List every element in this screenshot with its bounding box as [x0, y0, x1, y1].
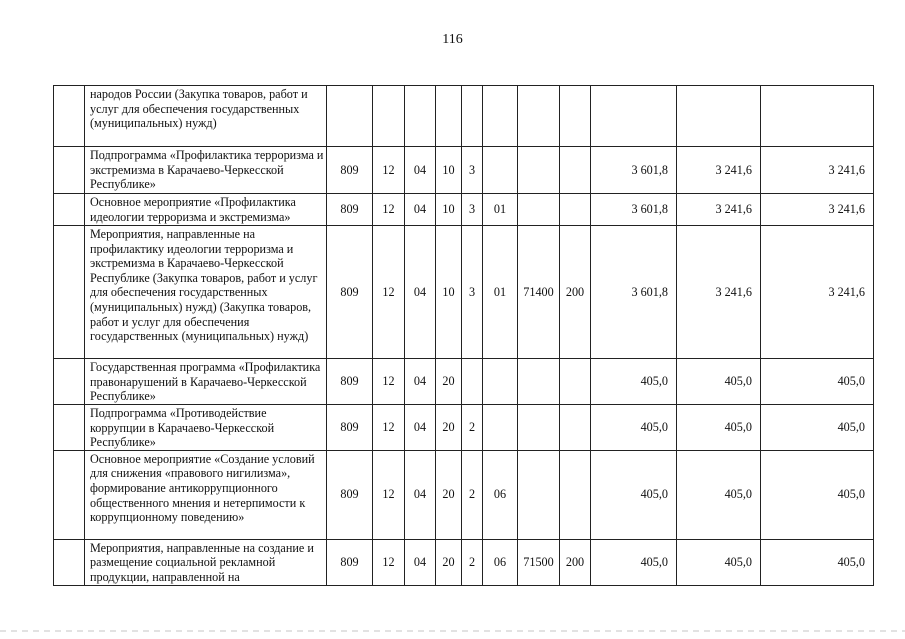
subsection-code-cell: 04 [405, 226, 436, 359]
amount-year2-cell: 3 241,6 [677, 226, 761, 359]
direction-code-cell [518, 147, 560, 194]
amount-year2-cell: 405,0 [677, 405, 761, 451]
direction-code-cell [518, 359, 560, 405]
description-cell: Мероприятия, направленные на создание и размещение социальной рекламной продукции, направленной на [85, 539, 327, 585]
table-row [54, 450, 874, 539]
subprogram-code-cell [462, 359, 483, 405]
amount-year3-cell: 405,0 [761, 359, 874, 405]
row-index-cell [54, 147, 85, 194]
activity-code-cell [483, 405, 518, 451]
amount-year3-cell: 405,0 [761, 539, 874, 585]
subprogram-code-cell: 2 [462, 539, 483, 585]
section-code-cell: 12 [373, 539, 405, 585]
description-cell: Мероприятия, направленные на профилактику идеологии терроризма и экстремизма в Карачаево-Черкесской Республике (Закупка товаров, работ и услуг для обеспечения государственных (муниципальных) нужд) (Закупка товаров, работ и услуг для обеспечения государственных (муниципальных) нужд) [85, 226, 327, 359]
description-cell: Подпрограмма «Профилактика терроризма и экстремизма в Карачаево-Черкесской Республике» [85, 147, 327, 194]
ministry-code-cell: 809 [327, 147, 373, 194]
table-row [54, 194, 874, 226]
subsection-code-cell: 04 [405, 147, 436, 194]
section-code-cell: 12 [373, 359, 405, 405]
direction-code-cell: 71500 [518, 539, 560, 585]
amount-year3-cell: 405,0 [761, 450, 874, 539]
subprogram-code-cell: 3 [462, 147, 483, 194]
amount-year1-cell: 3 601,8 [591, 147, 677, 194]
subprogram-code-cell: 3 [462, 226, 483, 359]
table-row [54, 226, 874, 359]
expense-type-cell [560, 194, 591, 226]
expense-type-cell [560, 86, 591, 147]
description-cell: Основное мероприятие «Создание условий для снижения «правового нигилизма», формирование антикоррупционного общественного мнения и нетерпимости к коррупционному поведению» [85, 450, 327, 539]
expense-type-cell [560, 450, 591, 539]
table-row [54, 86, 874, 147]
ministry-code-cell: 809 [327, 194, 373, 226]
amount-year1-cell: 3 601,8 [591, 226, 677, 359]
page-number: 116 [442, 32, 463, 47]
amount-year2-cell: 405,0 [677, 359, 761, 405]
section-code-cell: 12 [373, 194, 405, 226]
subprogram-code-cell: 3 [462, 194, 483, 226]
amount-year3-cell: 3 241,6 [761, 226, 874, 359]
direction-code-cell [518, 194, 560, 226]
program-code-cell: 20 [436, 405, 462, 451]
description-cell: народов России (Закупка товаров, работ и услуг для обеспечения государственных (муниципальных) нужд) [85, 86, 327, 147]
ministry-code-cell [327, 86, 373, 147]
amount-year1-cell: 3 601,8 [591, 194, 677, 226]
description-cell: Подпрограмма «Противодействие коррупции в Карачаево-Черкесской Республике» [85, 405, 327, 451]
table-row [54, 147, 874, 194]
program-code-cell: 20 [436, 450, 462, 539]
amount-year3-cell: 3 241,6 [761, 194, 874, 226]
amount-year1-cell: 405,0 [591, 405, 677, 451]
subsection-code-cell: 04 [405, 405, 436, 451]
section-code-cell: 12 [373, 226, 405, 359]
amount-year2-cell: 405,0 [677, 539, 761, 585]
ministry-code-cell: 809 [327, 226, 373, 359]
activity-code-cell: 01 [483, 194, 518, 226]
row-index-cell [54, 450, 85, 539]
ministry-code-cell: 809 [327, 359, 373, 405]
activity-code-cell [483, 147, 518, 194]
program-code-cell: 10 [436, 194, 462, 226]
row-index-cell [54, 359, 85, 405]
table-row [54, 359, 874, 405]
activity-code-cell [483, 86, 518, 147]
section-code-cell: 12 [373, 147, 405, 194]
activity-code-cell: 01 [483, 226, 518, 359]
amount-year2-cell: 3 241,6 [677, 147, 761, 194]
amount-year2-cell: 3 241,6 [677, 194, 761, 226]
subprogram-code-cell: 2 [462, 450, 483, 539]
program-code-cell: 20 [436, 539, 462, 585]
subsection-code-cell: 04 [405, 450, 436, 539]
section-code-cell: 12 [373, 450, 405, 539]
amount-year3-cell: 3 241,6 [761, 147, 874, 194]
row-index-cell [54, 194, 85, 226]
section-code-cell [373, 86, 405, 147]
direction-code-cell [518, 86, 560, 147]
row-index-cell [54, 405, 85, 451]
description-cell: Основное мероприятие «Профилактика идеологии терроризма и экстремизма» [85, 194, 327, 226]
program-code-cell: 20 [436, 359, 462, 405]
subsection-code-cell [405, 86, 436, 147]
budget-table [53, 85, 874, 586]
expense-type-cell: 200 [560, 539, 591, 585]
table-row [54, 539, 874, 585]
program-code-cell [436, 86, 462, 147]
subprogram-code-cell [462, 86, 483, 147]
row-index-cell [54, 86, 85, 147]
amount-year1-cell: 405,0 [591, 359, 677, 405]
amount-year3-cell [761, 86, 874, 147]
direction-code-cell [518, 450, 560, 539]
program-code-cell: 10 [436, 226, 462, 359]
amount-year1-cell: 405,0 [591, 539, 677, 585]
ministry-code-cell: 809 [327, 450, 373, 539]
amount-year3-cell: 405,0 [761, 405, 874, 451]
subprogram-code-cell: 2 [462, 405, 483, 451]
direction-code-cell: 71400 [518, 226, 560, 359]
expense-type-cell [560, 147, 591, 194]
expense-type-cell: 200 [560, 226, 591, 359]
direction-code-cell [518, 405, 560, 451]
activity-code-cell: 06 [483, 539, 518, 585]
amount-year2-cell [677, 86, 761, 147]
program-code-cell: 10 [436, 147, 462, 194]
expense-type-cell [560, 405, 591, 451]
amount-year2-cell: 405,0 [677, 450, 761, 539]
expense-type-cell [560, 359, 591, 405]
ministry-code-cell: 809 [327, 405, 373, 451]
section-code-cell: 12 [373, 405, 405, 451]
table-row [54, 405, 874, 451]
activity-code-cell [483, 359, 518, 405]
row-index-cell [54, 226, 85, 359]
amount-year1-cell [591, 86, 677, 147]
description-cell: Государственная программа «Профилактика правонарушений в Карачаево-Черкесской Республике» [85, 359, 327, 405]
row-index-cell [54, 539, 85, 585]
activity-code-cell: 06 [483, 450, 518, 539]
amount-year1-cell: 405,0 [591, 450, 677, 539]
subsection-code-cell: 04 [405, 539, 436, 585]
subsection-code-cell: 04 [405, 359, 436, 405]
ministry-code-cell: 809 [327, 539, 373, 585]
subsection-code-cell: 04 [405, 194, 436, 226]
scan-artifact-line [0, 630, 905, 632]
